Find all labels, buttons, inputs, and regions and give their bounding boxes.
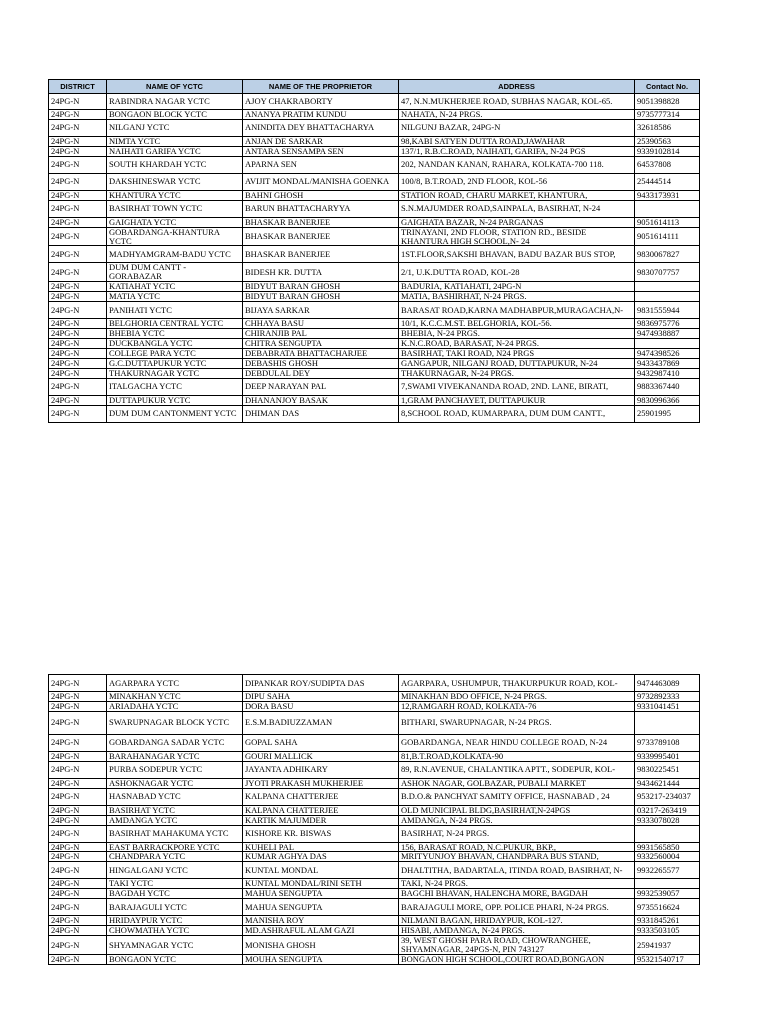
contact-cell: 9432987410 [635,368,700,378]
address-cell: 1,GRAM PANCHAYET, DUTTAPUKUR [399,395,635,405]
table-row [49,136,700,146]
proprietor-cell: KUHELI PAL [243,842,399,852]
header-row [49,80,700,94]
address-cell: 137/1, R.B.C.ROAD, NAIHATI, GARIFA, N-24 PGS [399,146,635,156]
table-row [49,815,700,825]
yctc-name-cell: THAKURNAGAR YCTC [107,368,243,378]
district-cell: 24PG-N [49,263,107,282]
address-cell: B.D.O.& PANCHYAT SAMITY OFFICE, HASNABAD , 24 [399,788,635,805]
address-cell: 10/1, K.C.C.M.ST. BELGHORIA, KOL-56. [399,319,635,329]
proprietor-cell: DHIMAN DAS [243,405,399,422]
contact-cell: 9433437869 [635,358,700,368]
contact-cell: 9051398828 [635,94,700,110]
address-cell: GAIGHATA BAZAR, N-24 PARGANAS [399,217,635,227]
address-cell: BARAJAGULI MORE, OPP. POLICE PHARI, N-24 PRGS. [399,899,635,916]
contact-cell [635,282,700,292]
yctc-name-cell: CHANDPARA YCTC [107,852,243,862]
contact-cell [635,825,700,842]
header-name-of-proprietor: NAME OF THE PROPRIETOR [243,80,399,94]
district-cell: 24PG-N [49,761,107,778]
address-cell: HISABI, AMDANGA, N-24 PRGS. [399,926,635,936]
contact-cell: 9883367440 [635,378,700,395]
proprietor-cell: APARNA SEN [243,156,399,173]
proprietor-cell: BHASKAR BANERJEE [243,217,399,227]
address-cell: NILGUNJ BAZAR, 24PG-N [399,119,635,136]
proprietor-cell: KISHORE KR. BISWAS [243,825,399,842]
yctc-name-cell: RABINDRA NAGAR YCTC [107,94,243,110]
proprietor-cell: JAYANTA ADHIKARY [243,761,399,778]
address-cell: 1ST.FLOOR,SAKSHI BHAVAN, BADU BAZAR BUS STOP, [399,246,635,263]
proprietor-cell: CHHAYA BASU [243,319,399,329]
header-address: ADDRESS [399,80,635,94]
table-row [49,282,700,292]
yctc-name-cell: PURBA SODEPUR YCTC [107,761,243,778]
proprietor-cell: BIJAYA SARKAR [243,302,399,319]
yctc-name-cell: COLLEGE PARA YCTC [107,348,243,358]
yctc-name-cell: BARAHANAGAR YCTC [107,751,243,761]
yctc-name-cell: PANIHATI YCTC [107,302,243,319]
yctc-name-cell: BASIRHAT MAHAKUMA YCTC [107,825,243,842]
district-cell: 24PG-N [49,675,107,692]
district-cell: 24PG-N [49,889,107,899]
table-row [49,156,700,173]
table-row [49,862,700,879]
table-row [49,899,700,916]
address-cell: 89, R.N.AVENUE, CHALANTIKA APTT., SODEPUR, KOL- [399,761,635,778]
district-cell: 24PG-N [49,788,107,805]
table-row [49,395,700,405]
address-cell: S.N.MAJUMDER ROAD,SAINPALA, BASIRHAT, N-24 [399,200,635,217]
address-cell: NILMANI BAGAN, HRIDAYPUR, KOL-127. [399,916,635,926]
district-cell: 24PG-N [49,368,107,378]
contact-cell: 9830225451 [635,761,700,778]
yctc-name-cell: MATIA YCTC [107,292,243,302]
contact-cell: 9735516624 [635,899,700,916]
table-row [49,751,700,761]
address-cell: BADURIA, KATIAHATI, 24PG-N [399,282,635,292]
yctc-name-cell: KHANTURA YCTC [107,190,243,200]
table-row [49,701,700,711]
address-cell: 2/1, U.K.DUTTA ROAD, KOL-28 [399,263,635,282]
proprietor-cell: MANISHA ROY [243,916,399,926]
contact-cell: 9474463089 [635,675,700,692]
table-row [49,246,700,263]
contact-cell: 9932265577 [635,862,700,879]
district-cell: 24PG-N [49,200,107,217]
proprietor-cell: DORA BASU [243,701,399,711]
address-cell: 47, N.N.MUKHERJEE ROAD, SUBHAS NAGAR, KOL-65. [399,94,635,110]
contact-cell: 9333503105 [635,926,700,936]
address-cell: GOBARDANGA, NEAR HINDU COLLEGE ROAD, N-24 [399,734,635,751]
yctc-name-cell: DAKSHINESWAR YCTC [107,173,243,190]
table-row [49,94,700,110]
contact-cell: 03217-263419 [635,805,700,815]
district-cell: 24PG-N [49,173,107,190]
table-row [49,329,700,339]
district-cell: 24PG-N [49,926,107,936]
yctc-name-cell: SWARUPNAGAR BLOCK YCTC [107,711,243,734]
header-district: DISTRICT [49,80,107,94]
proprietor-cell: JYOTI PRAKASH MUKHERJEE [243,778,399,788]
proprietor-cell: CHITRA SENGUPTA [243,338,399,348]
yctc-name-cell: G.C.DUTTAPUKUR YCTC [107,358,243,368]
contact-cell: 32618586 [635,119,700,136]
yctc-name-cell: ASHOKNAGAR YCTC [107,778,243,788]
proprietor-cell: GOURI MALLICK [243,751,399,761]
table-row [49,778,700,788]
district-cell: 24PG-N [49,378,107,395]
address-cell: 98,KABI SATYEN DUTTA ROAD,JAWAHAR [399,136,635,146]
table-row [49,916,700,926]
contact-cell: 25901995 [635,405,700,422]
address-cell: BASIRHAT, TAKI ROAD, N24 PRGS [399,348,635,358]
proprietor-cell: ANTARA SENSAMPA SEN [243,146,399,156]
proprietor-cell: KUNTAL MONDAL/RINI SETH [243,879,399,889]
address-cell: AGARPARA, USHUMPUR, THAKURPUKUR ROAD, KOL- [399,675,635,692]
proprietor-cell: MAHUA SENGUPTA [243,889,399,899]
address-cell: TAKI, N-24 PRGS. [399,879,635,889]
proprietor-cell: CHIRANJIB PAL [243,329,399,339]
yctc-name-cell: BARAJAGULI YCTC [107,899,243,916]
district-cell: 24PG-N [49,936,107,955]
proprietor-cell: GOPAL SAHA [243,734,399,751]
address-cell: 39, WEST GHOSH PARA ROAD, CHOWRANGHEE, SHYAMNAGAR, 24PGS-N, PIN 743127 [399,936,635,955]
table-row [49,263,700,282]
district-cell: 24PG-N [49,778,107,788]
district-cell: 24PG-N [49,227,107,246]
contact-cell: 9339995401 [635,751,700,761]
address-cell: AMDANGA, N-24 PRGS. [399,815,635,825]
yctc-name-cell: DUCKBANGLA YCTC [107,338,243,348]
yctc-name-cell: GOBARDANGA SADAR YCTC [107,734,243,751]
yctc-name-cell: NIMTA YCTC [107,136,243,146]
district-cell: 24PG-N [49,815,107,825]
table-row [49,405,700,422]
district-cell: 24PG-N [49,805,107,815]
contact-cell: 9735777314 [635,110,700,120]
proprietor-cell: ANINDITA DEY BHATTACHARYA [243,119,399,136]
yctc-name-cell: NILGANJ YCTC [107,119,243,136]
table-row [49,936,700,955]
district-cell: 24PG-N [49,190,107,200]
table-row [49,146,700,156]
contact-cell: 9830067827 [635,246,700,263]
proprietor-cell: BIDYUT BARAN GHOSH [243,292,399,302]
yctc-name-cell: SHYAMNAGAR YCTC [107,936,243,955]
proprietor-cell: MD.ASHRAFUL ALAM GAZI [243,926,399,936]
table-row [49,110,700,120]
district-cell: 24PG-N [49,879,107,889]
address-cell: BARASAT ROAD,KARNA MADHABPUR,MURAGACHA,N- [399,302,635,319]
contact-cell: 9332560004 [635,852,700,862]
proprietor-cell: MOUHA SENGUPTA [243,954,399,964]
yctc-name-cell: BASIRHAT YCTC [107,805,243,815]
yctc-name-cell: KATIAHAT YCTC [107,282,243,292]
district-cell: 24PG-N [49,825,107,842]
yctc-name-cell: ARIADAHA YCTC [107,701,243,711]
district-cell: 24PG-N [49,842,107,852]
contact-cell: 9434621444 [635,778,700,788]
district-cell: 24PG-N [49,405,107,422]
contact-cell [635,338,700,348]
table-row [49,734,700,751]
district-cell: 24PG-N [49,302,107,319]
contact-cell: 9831555944 [635,302,700,319]
proprietor-cell: KALPANA CHATTERJEE [243,805,399,815]
proprietor-cell: DEBABRATA BHATTACHARJEE [243,348,399,358]
district-cell: 24PG-N [49,292,107,302]
contact-cell [635,292,700,302]
contact-cell: 9333078028 [635,815,700,825]
contact-cell: 9051614111 [635,227,700,246]
address-cell: 202, NANDAN KANAN, RAHARA, KOLKATA-700 118. [399,156,635,173]
district-cell: 24PG-N [49,852,107,862]
address-cell: 8,SCHOOL ROAD, KUMARPARA, DUM DUM CANTT., [399,405,635,422]
proprietor-cell: DIPU SAHA [243,692,399,702]
yctc-name-cell: BELGHORIA CENTRAL YCTC [107,319,243,329]
contact-cell: 9433173931 [635,190,700,200]
yctc-name-cell: GOBARDANGA-KHANTURA YCTC [107,227,243,246]
district-cell: 24PG-N [49,94,107,110]
district-cell: 24PG-N [49,246,107,263]
contact-cell: 9836975776 [635,319,700,329]
yctc-name-cell: HINGALGANJ YCTC [107,862,243,879]
address-cell: MATIA, BASHIRHAT, N-24 PRGS. [399,292,635,302]
proprietor-cell: KALPANA CHATTERJEE [243,788,399,805]
proprietor-cell: BIDESH KR. DUTTA [243,263,399,282]
address-cell: BAGCHI BHAVAN, HALENCHA MORE, BAGDAH [399,889,635,899]
address-cell: 156, BARASAT ROAD, N.C.PUKUR, BKP., [399,842,635,852]
district-cell: 24PG-N [49,899,107,916]
contact-cell: 25444514 [635,173,700,190]
proprietor-cell: DEEP NARAYAN PAL [243,378,399,395]
address-cell: DHALTITHA, BADARTALA, ITINDA ROAD, BASIRHAT, N- [399,862,635,879]
proprietor-cell: KUNTAL MONDAL [243,862,399,879]
table-row [49,879,700,889]
address-cell: 100/8, B.T.ROAD, 2ND FLOOR, KOL-56 [399,173,635,190]
proprietor-cell: BIDYUT BARAN GHOSH [243,282,399,292]
contact-cell: 9339102814 [635,146,700,156]
proprietor-cell: E.S.M.BADIUZZAMAN [243,711,399,734]
proprietor-cell: DIPANKAR ROY/SUDIPTA DAS [243,675,399,692]
proprietor-cell: MAHUA SENGUPTA [243,899,399,916]
district-cell: 24PG-N [49,734,107,751]
yctc-name-cell: BASIRHAT TOWN YCTC [107,200,243,217]
yctc-name-cell: HASNABAD YCTC [107,788,243,805]
contact-cell: 9733789108 [635,734,700,751]
address-cell: TRINAYANI, 2ND FLOOR, STATION RD., BESIDE KHANTURA HIGH SCHOOL,N- 24 [399,227,635,246]
contact-cell: 9830996366 [635,395,700,405]
address-cell: BITHARI, SWARUPNAGAR, N-24 PRGS. [399,711,635,734]
district-cell: 24PG-N [49,916,107,926]
yctc-name-cell: BAGDAH YCTC [107,889,243,899]
contact-cell: 9830707757 [635,263,700,282]
table-row [49,761,700,778]
district-cell: 24PG-N [49,338,107,348]
contact-cell: 9474938887 [635,329,700,339]
district-cell: 24PG-N [49,156,107,173]
yctc-name-cell: EAST BARRACKPORE YCTC [107,842,243,852]
proprietor-cell: KUMAR AGHYA DAS [243,852,399,862]
address-cell: 81,B.T.ROAD,KOLKATA-90 [399,751,635,761]
yctc-name-cell: NAIHATI GARIFA YCTC [107,146,243,156]
district-cell: 24PG-N [49,146,107,156]
district-cell: 24PG-N [49,136,107,146]
yctc-name-cell: DUM DUM CANTONMENT YCTC [107,405,243,422]
table-row [49,302,700,319]
yctc-name-cell: MADHYAMGRAM-BADU YCTC [107,246,243,263]
district-cell: 24PG-N [49,701,107,711]
table-row [49,319,700,329]
proprietor-cell: KARTIK MAJUMDER [243,815,399,825]
table-row [49,805,700,815]
address-cell: 12,RAMGARH ROAD, KOLKATA-76 [399,701,635,711]
district-cell: 24PG-N [49,110,107,120]
contact-cell [635,200,700,217]
table-row [49,292,700,302]
yctc-name-cell: ITALGACHA YCTC [107,378,243,395]
proprietor-cell: DHANANJOY BASAK [243,395,399,405]
yctc-name-cell: HRIDAYPUR YCTC [107,916,243,926]
yctc-table-1 [48,79,700,423]
address-cell: 7,SWAMI VIVEKANANDA ROAD, 2ND. LANE, BIRATI, [399,378,635,395]
district-cell: 24PG-N [49,862,107,879]
header-contact-no: Contact No. [635,80,700,94]
yctc-name-cell: SOUTH KHARDAH YCTC [107,156,243,173]
table-row [49,675,700,692]
address-cell: BHEBIA, N-24 PRGS. [399,329,635,339]
yctc-name-cell: BONGAON YCTC [107,954,243,964]
table-row [49,692,700,702]
address-cell: MRITYUNJOY BHAVAN, CHANDPARA BUS STAND, [399,852,635,862]
district-cell: 24PG-N [49,395,107,405]
contact-cell: 9331041451 [635,701,700,711]
contact-cell: 9932539057 [635,889,700,899]
table-row [49,378,700,395]
district-cell: 24PG-N [49,692,107,702]
header-name-of-yctc: NAME OF YCTC [107,80,243,94]
table-row [49,954,700,964]
contact-cell: 64537808 [635,156,700,173]
table-row [49,825,700,842]
contact-cell: 25941937 [635,936,700,955]
contact-cell: 953217-234037 [635,788,700,805]
address-cell: GANGAPUR, NILGANJ ROAD, DUTTAPUKUR, N-24 [399,358,635,368]
table-row [49,119,700,136]
address-cell: OLD MUNICIPAL BLDG,BASIRHAT,N-24PGS [399,805,635,815]
proprietor-cell: BHASKAR BANERJEE [243,227,399,246]
proprietor-cell: BARUN BHATTACHARYYA [243,200,399,217]
table-row [49,348,700,358]
yctc-name-cell: DUTTAPUKUR YCTC [107,395,243,405]
table-row [49,358,700,368]
yctc-name-cell: CHOWMATHA YCTC [107,926,243,936]
district-cell: 24PG-N [49,217,107,227]
contact-cell: 25390563 [635,136,700,146]
yctc-name-cell: TAKI YCTC [107,879,243,889]
contact-cell [635,711,700,734]
proprietor-cell: MONISHA GHOSH [243,936,399,955]
table-row [49,200,700,217]
yctc-name-cell: DUM DUM CANTT - GORABAZAR [107,263,243,282]
table-row [49,217,700,227]
proprietor-cell: AVIJIT MONDAL/MANISHA GOENKA [243,173,399,190]
proprietor-cell: ANANYA PRATIM KUNDU [243,110,399,120]
proprietor-cell: DEBASHIS GHOSH [243,358,399,368]
address-cell: ASHOK NAGAR, GOLBAZAR, PUBALI MARKET [399,778,635,788]
address-cell: NAHATA, N-24 PRGS. [399,110,635,120]
proprietor-cell: BHASKAR BANERJEE [243,246,399,263]
table-row [49,338,700,348]
contact-cell: 9931565850 [635,842,700,852]
yctc-name-cell: AMDANGA YCTC [107,815,243,825]
address-cell: BONGAON HIGH SCHOOL,COURT ROAD,BONGAON [399,954,635,964]
contact-cell [635,879,700,889]
district-cell: 24PG-N [49,358,107,368]
contact-cell: 9732892333 [635,692,700,702]
table-row [49,852,700,862]
district-cell: 24PG-N [49,954,107,964]
address-cell: K.N.C.ROAD, BARASAT, N-24 PRGS. [399,338,635,348]
address-cell: STATION ROAD, CHARU MARKET, KHANTURA, [399,190,635,200]
table-row [49,190,700,200]
district-cell: 24PG-N [49,751,107,761]
yctc-name-cell: GAIGHATA YCTC [107,217,243,227]
address-cell: BASIRHAT, N-24 PRGS. [399,825,635,842]
district-cell: 24PG-N [49,348,107,358]
district-cell: 24PG-N [49,319,107,329]
table-row [49,711,700,734]
table-row [49,842,700,852]
yctc-name-cell: BHEBIA YCTC [107,329,243,339]
district-cell: 24PG-N [49,119,107,136]
proprietor-cell: DEBDULAL DEY [243,368,399,378]
table-row [49,368,700,378]
contact-cell: 9331845261 [635,916,700,926]
yctc-table-2 [48,674,700,965]
district-cell: 24PG-N [49,282,107,292]
proprietor-cell: BAHNI GHOSH [243,190,399,200]
yctc-name-cell: MINAKHAN YCTC [107,692,243,702]
table-row [49,889,700,899]
contact-cell: 9051614113 [635,217,700,227]
proprietor-cell: AJOY CHAKRABORTY [243,94,399,110]
district-cell: 24PG-N [49,329,107,339]
proprietor-cell: ANJAN DE SARKAR [243,136,399,146]
table-row [49,227,700,246]
table-row [49,788,700,805]
table-row [49,926,700,936]
yctc-name-cell: AGARPARA YCTC [107,675,243,692]
yctc-name-cell: BONGAON BLOCK YCTC [107,110,243,120]
table-row [49,173,700,190]
contact-cell: 95321540717 [635,954,700,964]
contact-cell: 9474398526 [635,348,700,358]
district-cell: 24PG-N [49,711,107,734]
address-cell: MINAKHAN BDO OFFICE, N-24 PRGS. [399,692,635,702]
address-cell: THAKURNAGAR, N-24 PRGS. [399,368,635,378]
